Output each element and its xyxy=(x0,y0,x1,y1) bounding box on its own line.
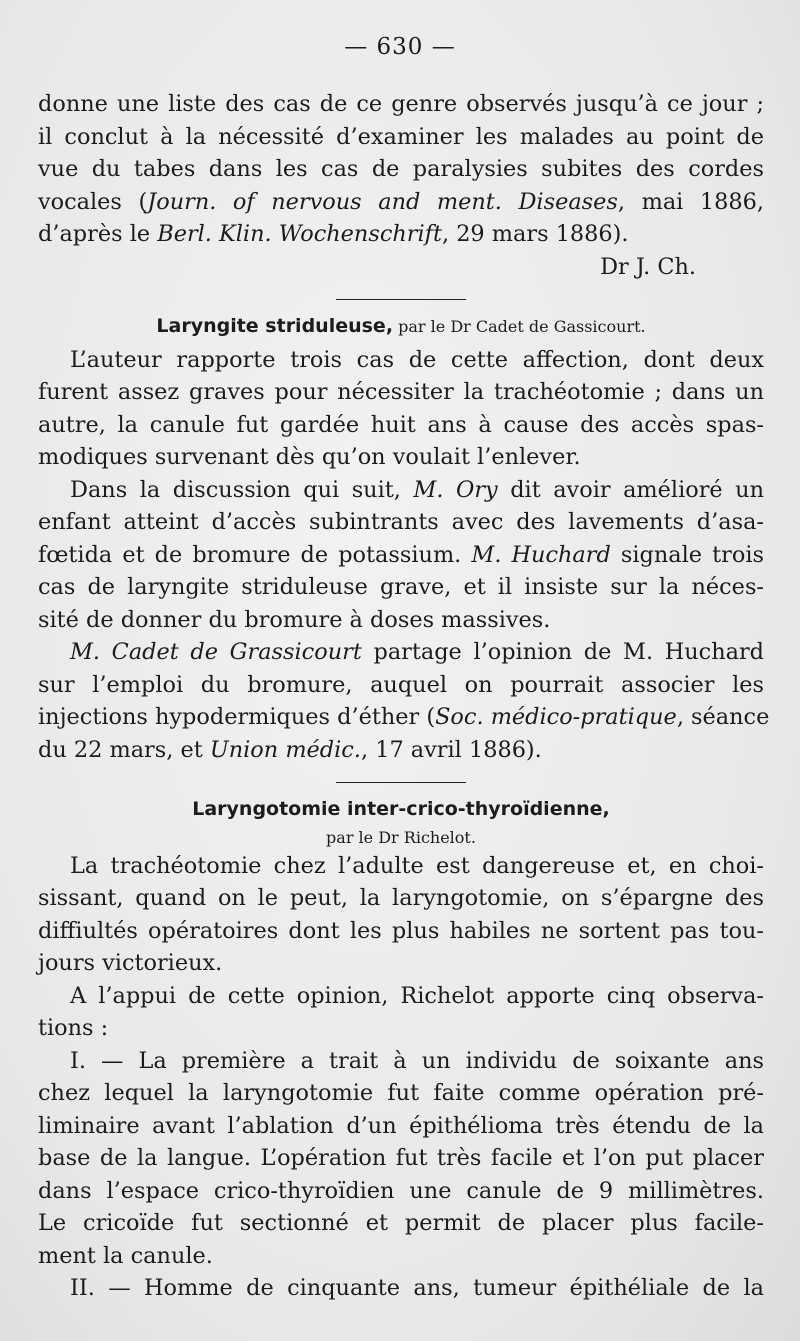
person-name: M. Ory xyxy=(413,476,498,503)
text-line: vocales (Journ. of nervous and ment. Diseases, mai 1886, xyxy=(38,188,764,215)
text-line: fœtida et de bromure de potassium. M. Huchard signale trois xyxy=(38,541,764,568)
text-line: A l’appui de cette opinion, Richelot apporte cinq observa- xyxy=(70,982,764,1009)
text-line: autre, la canule fut gardée huit ans à cause des accès spas- xyxy=(38,411,764,438)
text-line: dans l’espace crico-thyroïdien une canule de 9 millimètres. xyxy=(38,1177,764,1204)
text-line: diffiultés opératoires dont les plus habiles ne sortent pas tou- xyxy=(38,917,764,944)
text-line: M. Cadet de Grassicourt partage l’opinion de M. Huchard xyxy=(70,639,765,665)
person-name: M. Huchard xyxy=(471,541,611,568)
text-line: injections hypodermiques d’éther (Soc. médico-pratique, séance xyxy=(38,704,770,730)
text-line: liminaire avant l’ablation d’un épithélioma très étendu de la xyxy=(38,1112,764,1139)
section-author: par le Dr Richelot. xyxy=(326,827,476,847)
text-line: tions : xyxy=(38,1015,109,1041)
text-line: sissant, quand on le peut, la laryngotomie, on s’épargne des xyxy=(38,885,764,911)
page-number: — 630 — xyxy=(344,34,456,60)
citation: Berl. Klin. Wochenschrift xyxy=(157,221,442,247)
section-divider xyxy=(336,782,466,783)
section-heading: Laryngotomie inter-crico-thyroïdienne, xyxy=(192,798,610,820)
text-line: II. — Homme de cinquante ans, tumeur épithéliale de la xyxy=(70,1275,764,1301)
author-signature: Dr J. Ch. xyxy=(600,253,696,280)
text-line: Dans la discussion qui suit, M. Ory dit avoir amélioré un xyxy=(70,476,765,503)
text-line: vue du tabes dans les cas de paralysies subites des cordes xyxy=(38,156,764,182)
text-line: sur l’emploi du bromure, auquel on pourrait associer les xyxy=(38,671,764,698)
citation: Union médic. xyxy=(209,736,361,763)
text-line: L’auteur rapporte trois cas de cette affection, dont deux xyxy=(70,346,764,373)
section-heading: Laryngite striduleuse, par le Dr Cadet de Gassicourt. xyxy=(156,315,646,337)
text-line: il conclut à la nécessité d’examiner les malades au point de xyxy=(38,123,764,150)
text-line: du 22 mars, et Union médic., 17 avril 1886). xyxy=(38,736,542,763)
text-line: d’après le Berl. Klin. Wochenschrift, 29 mars 1886). xyxy=(38,221,629,247)
text-line: donne une liste des cas de ce genre observés jusqu’à ce jour ; xyxy=(38,91,764,117)
text-line: furent assez graves pour nécessiter la trachéotomie ; dans un xyxy=(38,379,764,405)
text-line: sité de donner du bromure à doses massives. xyxy=(38,606,551,633)
citation: Journ. of nervous and ment. Diseases xyxy=(147,188,618,215)
text-line: I. — La première a trait à un individu de soixante ans xyxy=(70,1047,764,1074)
body-text xyxy=(38,88,770,1305)
text-line: Le cricoïde fut sectionné et permit de placer plus facile- xyxy=(38,1210,764,1236)
text-line: base de la langue. L’opération fut très facile et l’on put placer xyxy=(38,1145,764,1171)
text-line: modiques survenant dès qu’on voulait l’enlever. xyxy=(38,444,581,470)
text-line: ment la canule. xyxy=(38,1242,213,1269)
text-line: La trachéotomie chez l’adulte est dangereuse et, en choi- xyxy=(70,852,764,879)
citation: Soc. médico-pratique xyxy=(435,704,677,730)
text-line: enfant atteint d’accès subintrants avec des lavements d’asa- xyxy=(38,509,764,535)
text-line: chez lequel la laryngotomie fut faite comme opération pré- xyxy=(38,1080,764,1106)
text-line: cas de laryngite striduleuse grave, et il insiste sur la néces- xyxy=(38,574,764,600)
section-divider xyxy=(336,299,466,300)
text-line: jours victorieux. xyxy=(38,950,223,976)
person-name: M. Cadet de Grassicourt xyxy=(70,639,362,665)
